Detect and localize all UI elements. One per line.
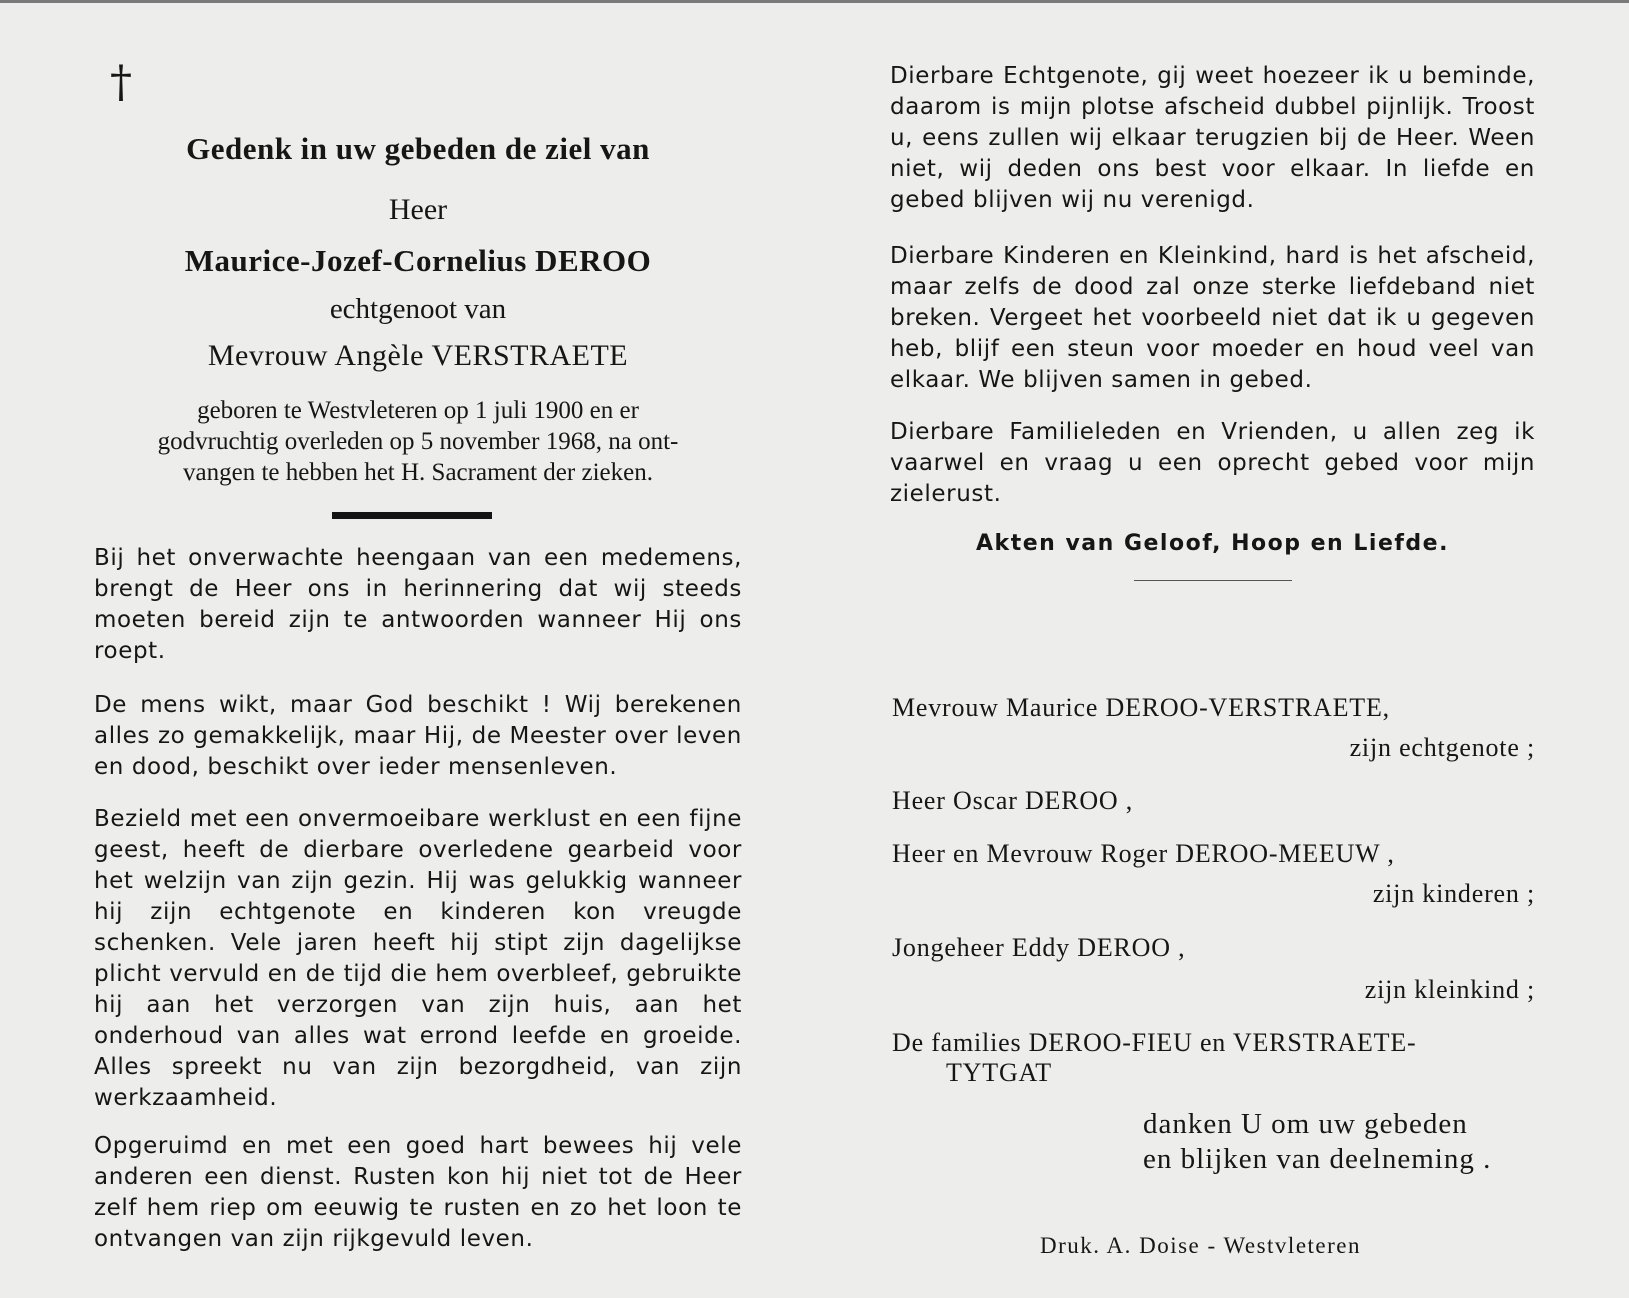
family-child: Heer Oscar DEROO , bbox=[892, 786, 1134, 815]
cross-icon: † bbox=[110, 57, 132, 108]
family-child: Heer en Mevrouw Roger DEROO-MEEUW , bbox=[892, 839, 1395, 868]
spouse-name: Mevrouw Angèle VERSTRAETE bbox=[207, 339, 629, 372]
family-children-role: zijn kinderen ; bbox=[1372, 879, 1535, 908]
family-wife-role: zijn echtgenote ; bbox=[1349, 733, 1535, 762]
divider bbox=[1134, 580, 1292, 581]
paragraph: Opgeruimd en met een goed hart bewees hij vele anderen een dienst. Rusten kon hij niet tot de Heer zelf hem riep om eeuwig te rusten en zo het loon te ontvangen van zijn rijkgevuld leven. bbox=[94, 1133, 742, 1252]
paragraph: Dierbare Familieleden en Vrienden, u allen zeg ik vaarwel en vraag u een oprecht gebed voor mijn zielerust. bbox=[890, 419, 1535, 507]
deceased-name: Maurice-Jozef-Cornelius DEROO bbox=[184, 243, 652, 278]
divider bbox=[332, 512, 492, 519]
paragraph: Dierbare Echtgenote, gij weet hoezeer ik u beminde, daarom is mijn plotse afscheid dubbel pijnlijk. Troost u, eens zullen wij elkaar terugzien bij de Heer. Ween niet, wij deden ons best voor elkaar. In liefde en gebed blijven wij nu verenigd. bbox=[890, 63, 1535, 213]
intro-heading: Gedenk in uw gebeden de ziel van bbox=[186, 131, 650, 166]
title-heer: Heer bbox=[388, 193, 448, 226]
thanks-line: en blijken van deelneming . bbox=[1143, 1143, 1492, 1175]
family-families: De families DEROO-FIEU en VERSTRAETE- bbox=[892, 1028, 1417, 1057]
birth-death-text bbox=[94, 395, 742, 488]
paragraph: De mens wikt, maar God beschikt ! Wij berekenen alles zo gemakkelijk, maar Hij, de Meester over leven en dood, beschikt over ieder mensenleven. bbox=[94, 692, 742, 780]
family-grandchild-role: zijn kleinkind ; bbox=[1364, 975, 1535, 1004]
birth-line: godvruchtig overleden op 5 november 1968, na ont- bbox=[157, 428, 679, 455]
birth-line: geboren te Westvleteren op 1 juli 1900 en er bbox=[197, 397, 639, 424]
spouse-of-label: echtgenoot van bbox=[329, 293, 507, 325]
paragraph: Dierbare Kinderen en Kleinkind, hard is het afscheid, maar zelfs de dood zal onze sterke liefdeband niet breken. Vergeet het voorbeeld niet dat ik u gegeven heb, blijf een steun voor moeder en houd veel van elkaar. We blijven samen in gebed. bbox=[890, 243, 1535, 393]
paragraph: Bezield met een onvermoeibare werklust en een fijne geest, heeft de dierbare overledene gearbeid voor het welzijn van zijn gezin. Hij was gelukkig wanneer hij zijn echtgenote en kinderen kon vreugde schenken. Vele jaren heeft hij stipt zijn dagelijkse plicht vervuld en de tijd die hem overbleef, gebruikte hij aan het verzorgen van zijn huis, aan het onderhoud van alles wat errond leefde en groeide. Alles spreekt nu van zijn bezorgdheid, van zijn werkzaamheid. bbox=[94, 806, 742, 1111]
family-wife: Mevrouw Maurice DEROO-VERSTRAETE, bbox=[892, 693, 1390, 722]
paragraph: Bij het onverwachte heengaan van een medemens, brengt de Heer ons in herinnering dat wij steeds moeten bereid zijn te antwoorden wanneer Hij ons roept. bbox=[94, 545, 742, 664]
acts-line: Akten van Geloof, Hoop en Liefde. bbox=[976, 531, 1449, 556]
birth-line: vangen te hebben het H. Sacrament der zieken. bbox=[183, 459, 653, 486]
family-grandchild: Jongeheer Eddy DEROO , bbox=[892, 933, 1186, 962]
family-families: TYTGAT bbox=[946, 1058, 1052, 1087]
printer-credit: Druk. A. Doise - Westvleteren bbox=[1040, 1233, 1361, 1258]
thanks-line: danken U om uw gebeden bbox=[1143, 1108, 1468, 1140]
